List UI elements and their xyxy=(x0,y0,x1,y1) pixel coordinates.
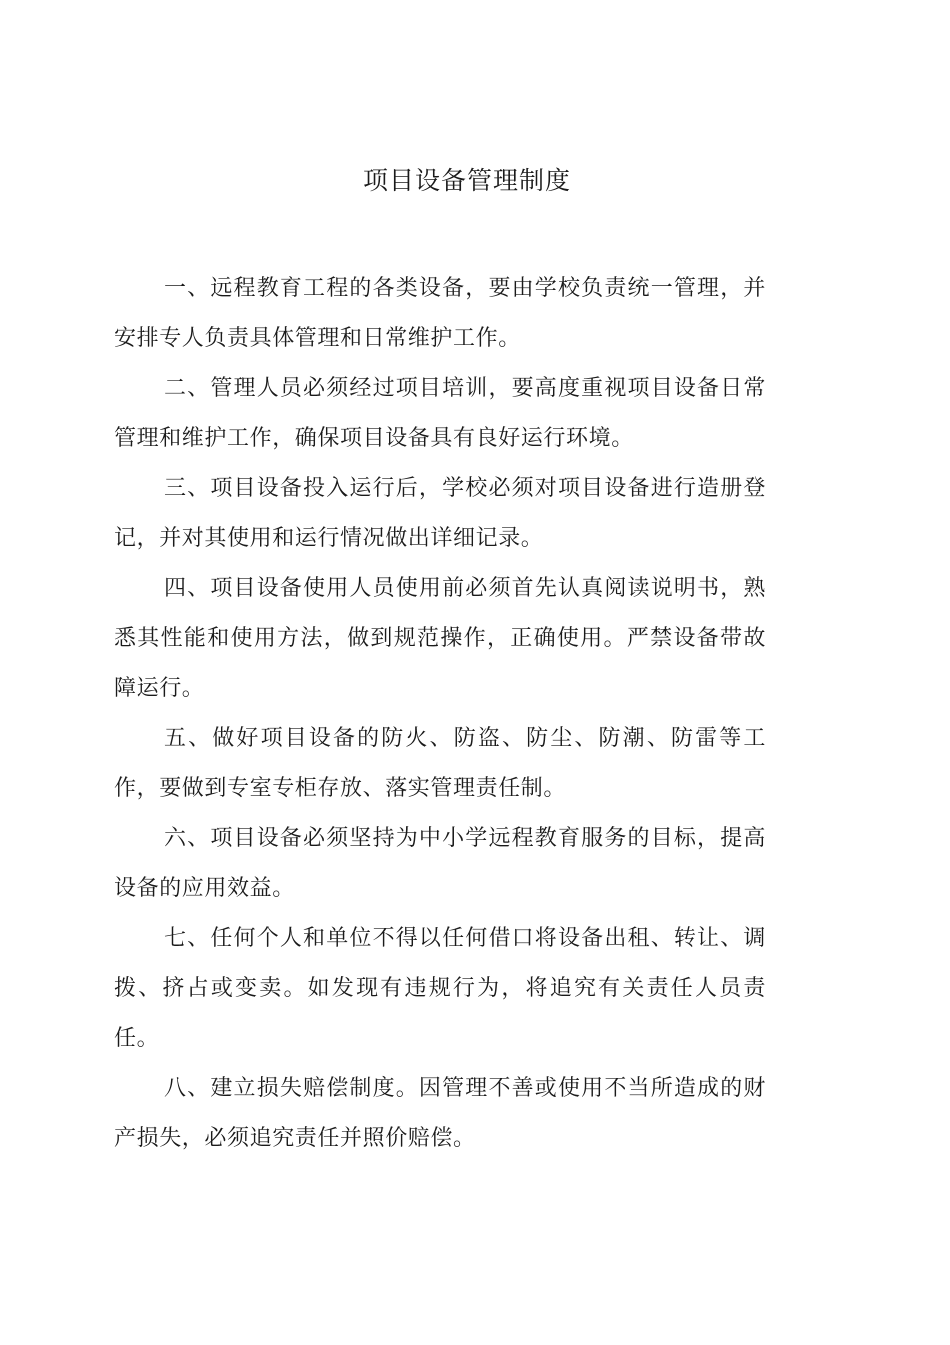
clause-7: 七、任何个人和单位不得以任何借口将设备出租、转让、调拨、挤占或变卖。如发现有违规行为，将追究有关责任人员责任。 xyxy=(114,926,766,1051)
clause-3: 三、项目设备投入运行后，学校必须对项目设备进行造册登记，并对其使用和运行情况做出详细记录。 xyxy=(114,476,766,551)
page-title: 项目设备管理制度 xyxy=(362,166,571,195)
clause-1: 一、远程教育工程的各类设备，要由学校负责统一管理，并安排专人负责具体管理和日常维护工作。 xyxy=(114,276,766,351)
clause-4: 四、项目设备使用人员使用前必须首先认真阅读说明书，熟悉其性能和使用方法，做到规范操作，正确使用。严禁设备带故障运行。 xyxy=(114,576,766,701)
clause-2: 二、管理人员必须经过项目培训，要高度重视项目设备日常管理和维护工作，确保项目设备具有良好运行环境。 xyxy=(114,376,766,451)
clause-6: 六、项目设备必须坚持为中小学远程教育服务的目标，提高设备的应用效益。 xyxy=(114,826,766,901)
clause-8: 八、建立损失赔偿制度。因管理不善或使用不当所造成的财产损失，必须追究责任并照价赔偿。 xyxy=(114,1076,766,1151)
clause-5: 五、做好项目设备的防火、防盗、防尘、防潮、防雷等工作，要做到专室专柜存放、落实管理责任制。 xyxy=(114,726,766,801)
document-body xyxy=(114,264,766,1164)
